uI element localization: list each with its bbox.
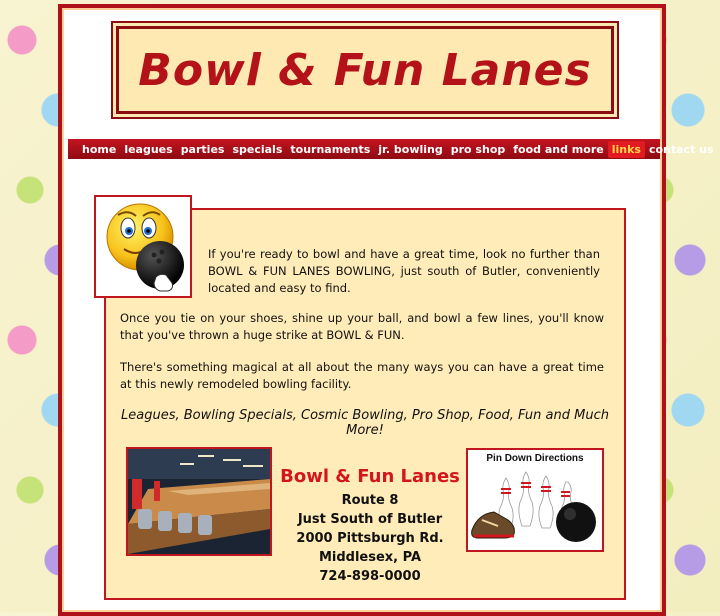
nav-item-jr-bowling[interactable]: jr. bowling [378,142,443,156]
address-block [276,466,464,586]
main-nav [68,139,714,159]
mascot-frame [94,195,192,298]
address-line-4: Middlesex, PA [318,550,422,565]
smiley-bowling-icon [96,197,190,296]
bowling-lanes-photo [128,449,270,554]
address-line-2: Just South of Butler [297,512,443,527]
directions-link[interactable] [466,448,604,552]
tagline: Leagues, Bowling Specials, Cosmic Bowling, Pro Shop, Food, Fun and Much More! [121,408,609,438]
strike-paragraph: Once you tie on your shoes, shine up your ball, and bowl a few lines, you'll know that you've thrown a huge strike at BOWL & FUN. [120,311,604,342]
nav-item-contact-us[interactable]: contact us [648,142,714,156]
nav-item-leagues[interactable]: leagues [124,142,173,156]
nav-item-links[interactable]: links [608,141,645,158]
lanes-photo-frame [126,447,272,556]
address-business-name: Bowl & Fun Lanes [280,466,460,487]
site-title: Bowl & Fun Lanes [138,44,592,96]
nav-item-pro-shop[interactable]: pro shop [450,142,506,156]
address-phone: 724-898-0000 [319,569,421,584]
nav-item-food-and-more[interactable]: food and more [513,142,604,156]
intro-paragraph: If you're ready to bowl and have a great time, look no further than BOWL & FUN LANES BOWLING, just south of Butler, conveniently located and easy to find. [208,247,600,295]
magical-paragraph: There's something magical at all about the many ways you can have a great time at this newly remodeled bowling facility. [120,360,604,391]
nav-item-home[interactable]: home [82,142,117,156]
directions-caption: Pin Down Directions [486,453,584,464]
nav-item-parties[interactable]: parties [180,142,225,156]
nav-item-specials[interactable]: specials [232,142,283,156]
nav-item-tournaments[interactable]: tournaments [290,142,371,156]
address-line-3: 2000 Pittsburgh Rd. [296,531,444,546]
site-banner [116,26,614,114]
bowling-pins-icon [468,450,602,550]
address-line-1: Route 8 [341,493,399,508]
